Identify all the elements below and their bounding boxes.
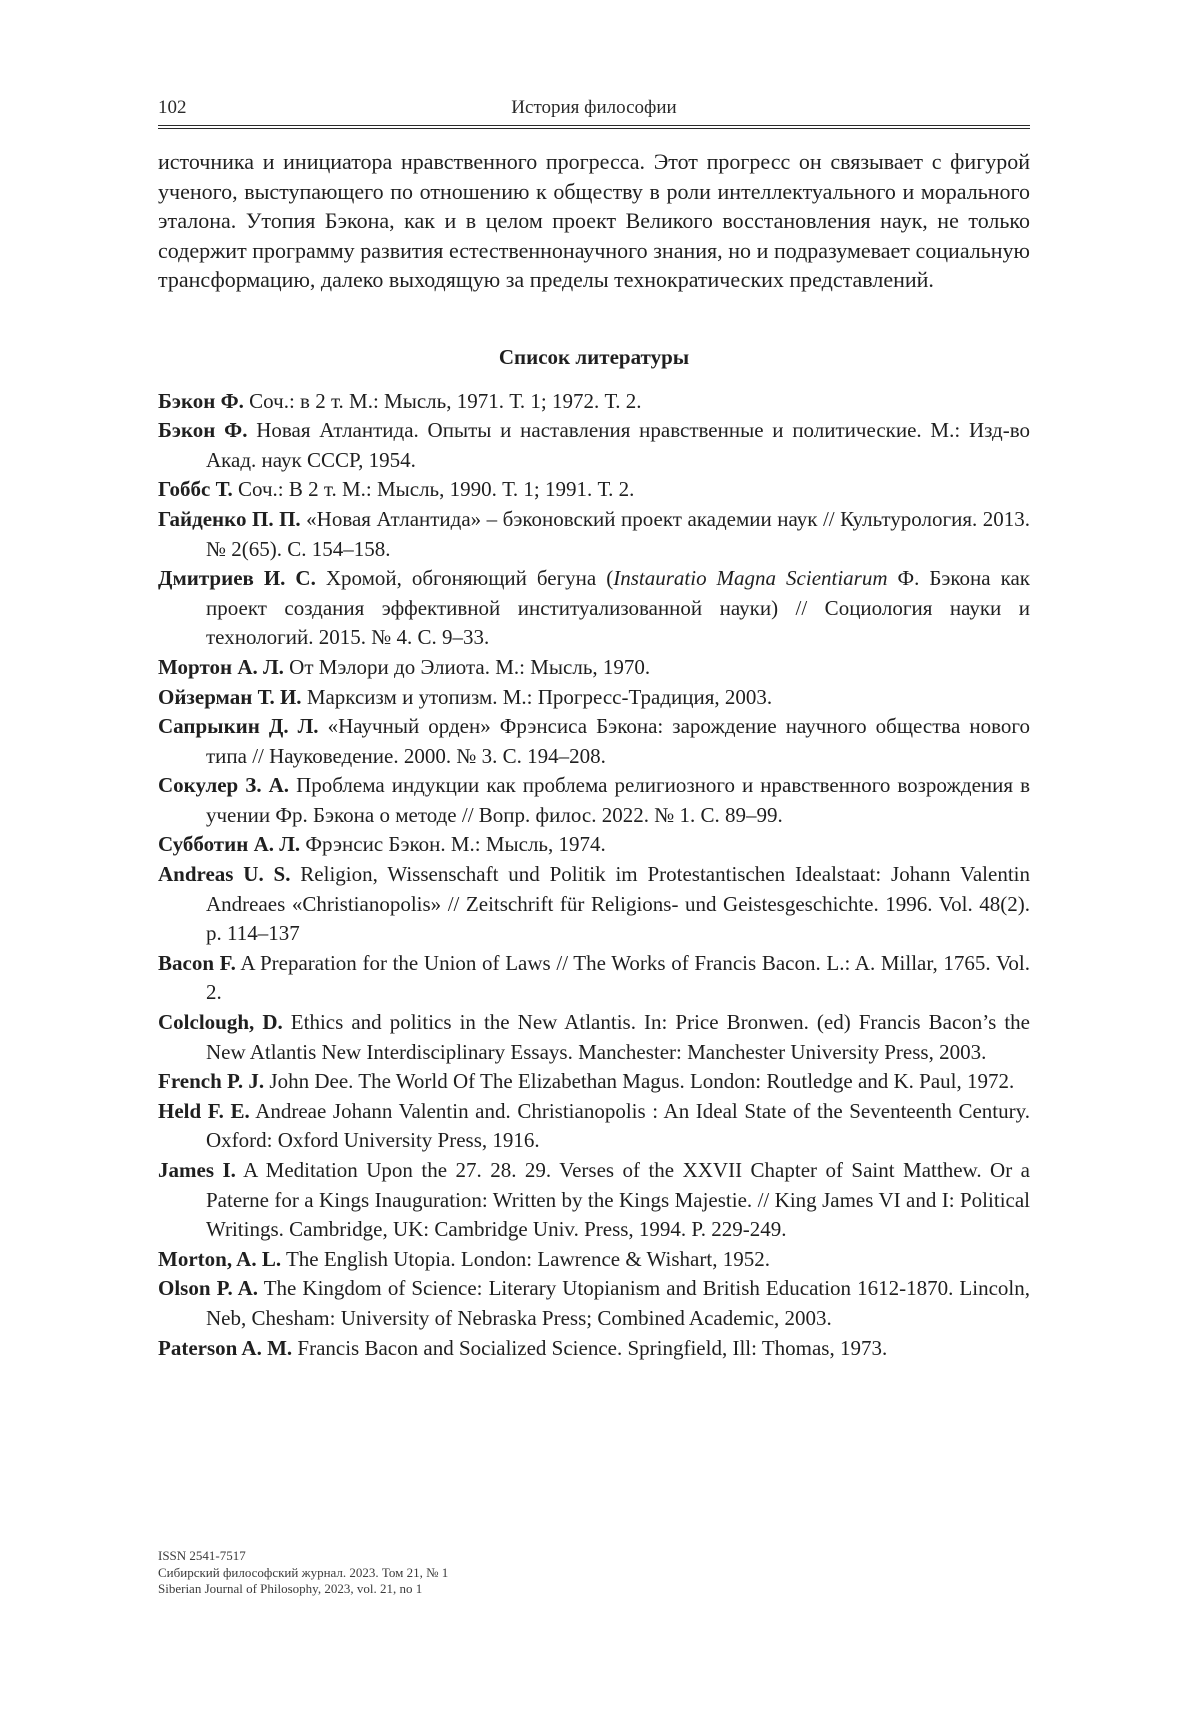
reference-author: Andreas U. S. xyxy=(158,862,291,887)
reference-text: The Kingdom of Science: Literary Utopianism and British Education 1612-1870. Lincoln, Neb, Chesham: University of Nebraska Press; Combined Academic, 2003. xyxy=(206,1276,1030,1330)
reference-author: Morton, A. L. xyxy=(158,1246,282,1271)
reference-text: Марксизм и утопизм. М.: Прогресс-Традиция, 2003. xyxy=(301,684,773,709)
body-paragraph: источника и инициатора нравственного прогресса. Этот прогресс он связывает с фигурой ученого, выступающего по отношению к обществу в роли интеллектуального и морального эталона. Утопия Бэкона, как и в целом проект Великого восстановления наук, не только содержит программу развития естественнонаучного знания, но и подразумевает социальную трансформацию, далеко выходящую за пределы технократических представлений. xyxy=(158,149,1030,293)
reference-item xyxy=(158,475,1030,505)
reference-author: Бэкон Ф. xyxy=(158,388,244,413)
reference-text: Фрэнсис Бэкон. М.: Мысль, 1974. xyxy=(300,832,606,857)
reference-item xyxy=(158,1097,1030,1156)
reference-item xyxy=(158,1334,1030,1364)
reference-author: James I. xyxy=(158,1158,236,1182)
footer-journal-ru: Сибирский философский журнал. 2023. Том 21, № 1 xyxy=(158,1564,449,1580)
reference-item xyxy=(158,1067,1030,1097)
reference-item xyxy=(158,830,1030,860)
reference-text: «Научный орден» Фрэнсиса Бэкона: зарождение научного общества нового типа // Науковедение. 2000. № 3. С. 194–208. xyxy=(206,714,1030,768)
reference-text: Religion, Wissenschaft und Politik im Protestantischen Idealstaat: Johann Valentin Andreaes «Christianopolis» // Zeitschrift für Religions- und Geistesgeschichte. 1996. Vol. 48(2). p. 114–137 xyxy=(206,862,1030,946)
page-content xyxy=(158,96,1030,1363)
reference-text: Новая Атлантида. Опыты и наставления нравственные и политические. М.: Изд-во Акад. наук СССР, 1954. xyxy=(206,418,1030,472)
running-head xyxy=(158,96,1030,120)
reference-text: A Meditation Upon the 27. 28. 29. Verses of the XXVII Chapter of Saint Matthew. Or a Paterne for a Kings Inauguration: Written by the Kings Majestie. // King James VI and I: Political Writings. Cambridge, UK: Cambridge Univ. Press, 1994. P. 229-249. xyxy=(206,1158,1030,1242)
reference-author: Colclough, D. xyxy=(158,1010,283,1035)
reference-item xyxy=(158,860,1030,949)
reference-text: A Preparation for the Union of Laws // The Works of Francis Bacon. L.: A. Millar, 1765. Vol. 2. xyxy=(206,950,1030,1005)
reference-author: Дмитриев И. С. xyxy=(158,566,316,591)
reference-item xyxy=(158,653,1030,683)
reference-item xyxy=(158,1008,1030,1067)
reference-text: Andreae Johann Valentin and. Christianopolis : An Ideal State of the Seventeenth Century. Oxford: Oxford University Press, 1916. xyxy=(206,1098,1031,1153)
reference-text: «Новая Атлантида» – бэконовский проект академии наук // Культурология. 2013. № 2(65). С. 154–158. xyxy=(206,506,1030,561)
reference-item xyxy=(158,1156,1030,1245)
reference-text: Соч.: в 2 т. М.: Мысль, 1971. Т. 1; 1972. Т. 2. xyxy=(243,388,642,413)
reference-text: От Мэлори до Элиота. М.: Мысль, 1970. xyxy=(283,654,651,679)
reference-item xyxy=(158,564,1030,653)
footer-journal-en: Siberian Journal of Philosophy, 2023, vol. 21, no 1 xyxy=(158,1581,423,1596)
page-number: 102 xyxy=(158,97,187,118)
header-double-rule xyxy=(158,125,1030,129)
reference-list xyxy=(158,387,1030,1364)
section-title: История философии xyxy=(511,97,677,118)
reference-item xyxy=(158,505,1030,564)
reference-item xyxy=(158,1245,1030,1275)
reference-text: Проблема индукции как проблема религиозного и нравственного возрождения в учении Фр. Бэкона о методе // Вопр. филос. 2022. № 1. С. 89–99. xyxy=(206,773,1030,827)
reference-item xyxy=(158,387,1030,417)
reference-text: Хромой, обгоняющий бегуна ( xyxy=(315,566,614,591)
reference-author: Сапрыкин Д. Л. xyxy=(158,714,319,739)
reference-item xyxy=(158,771,1030,830)
reference-text: The English Utopia. London: Lawrence & Wishart, 1952. xyxy=(281,1246,770,1271)
reference-author: Гайденко П. П. xyxy=(158,506,301,531)
reference-text: John Dee. The World Of The Elizabethan Magus. London: Routledge and K. Paul, 1972. xyxy=(264,1069,1015,1094)
reference-item xyxy=(158,949,1030,1008)
references-heading: Список литературы xyxy=(498,344,690,369)
reference-item xyxy=(158,712,1030,771)
reference-author: Ойзерман Т. И. xyxy=(158,684,302,709)
footer-issn: ISSN 2541-7517 xyxy=(158,1548,246,1563)
reference-italic-title: Instauratio Magna Scientiarum xyxy=(613,566,888,591)
reference-author: Сокулер З. А. xyxy=(158,773,290,798)
reference-item xyxy=(158,416,1030,475)
reference-author: Гоббс Т. xyxy=(158,477,233,502)
reference-item xyxy=(158,683,1030,713)
reference-author: Olson P. A. xyxy=(158,1276,259,1301)
reference-author: Bacon F. xyxy=(158,950,236,975)
reference-author: French P. J. xyxy=(158,1069,265,1094)
reference-text-continued: Ф. Бэкона как проект создания эффективной институализованной науки) // Социология науки и технологий. 2015. № 4. С. 9–33. xyxy=(206,566,1030,650)
reference-author: Paterson A. M. xyxy=(158,1335,293,1360)
reference-text: Ethics and politics in the New Atlantis. In: Price Bronwen. (ed) Francis Bacon’s the New Atlantis New Interdisciplinary Essays. Manchester: Manchester University Press, 2003. xyxy=(206,1010,1030,1064)
reference-item xyxy=(158,1274,1030,1333)
reference-author: Мортон А. Л. xyxy=(158,654,284,679)
reference-author: Бэкон Ф. xyxy=(158,418,248,443)
reference-author: Held F. E. xyxy=(158,1098,250,1123)
reference-text: Francis Bacon and Socialized Science. Springfield, Ill: Thomas, 1973. xyxy=(292,1335,888,1360)
footer xyxy=(158,1548,448,1598)
reference-text: Соч.: В 2 т. М.: Мысль, 1990. Т. 1; 1991. Т. 2. xyxy=(232,477,635,502)
reference-author: Субботин А. Л. xyxy=(158,832,301,857)
